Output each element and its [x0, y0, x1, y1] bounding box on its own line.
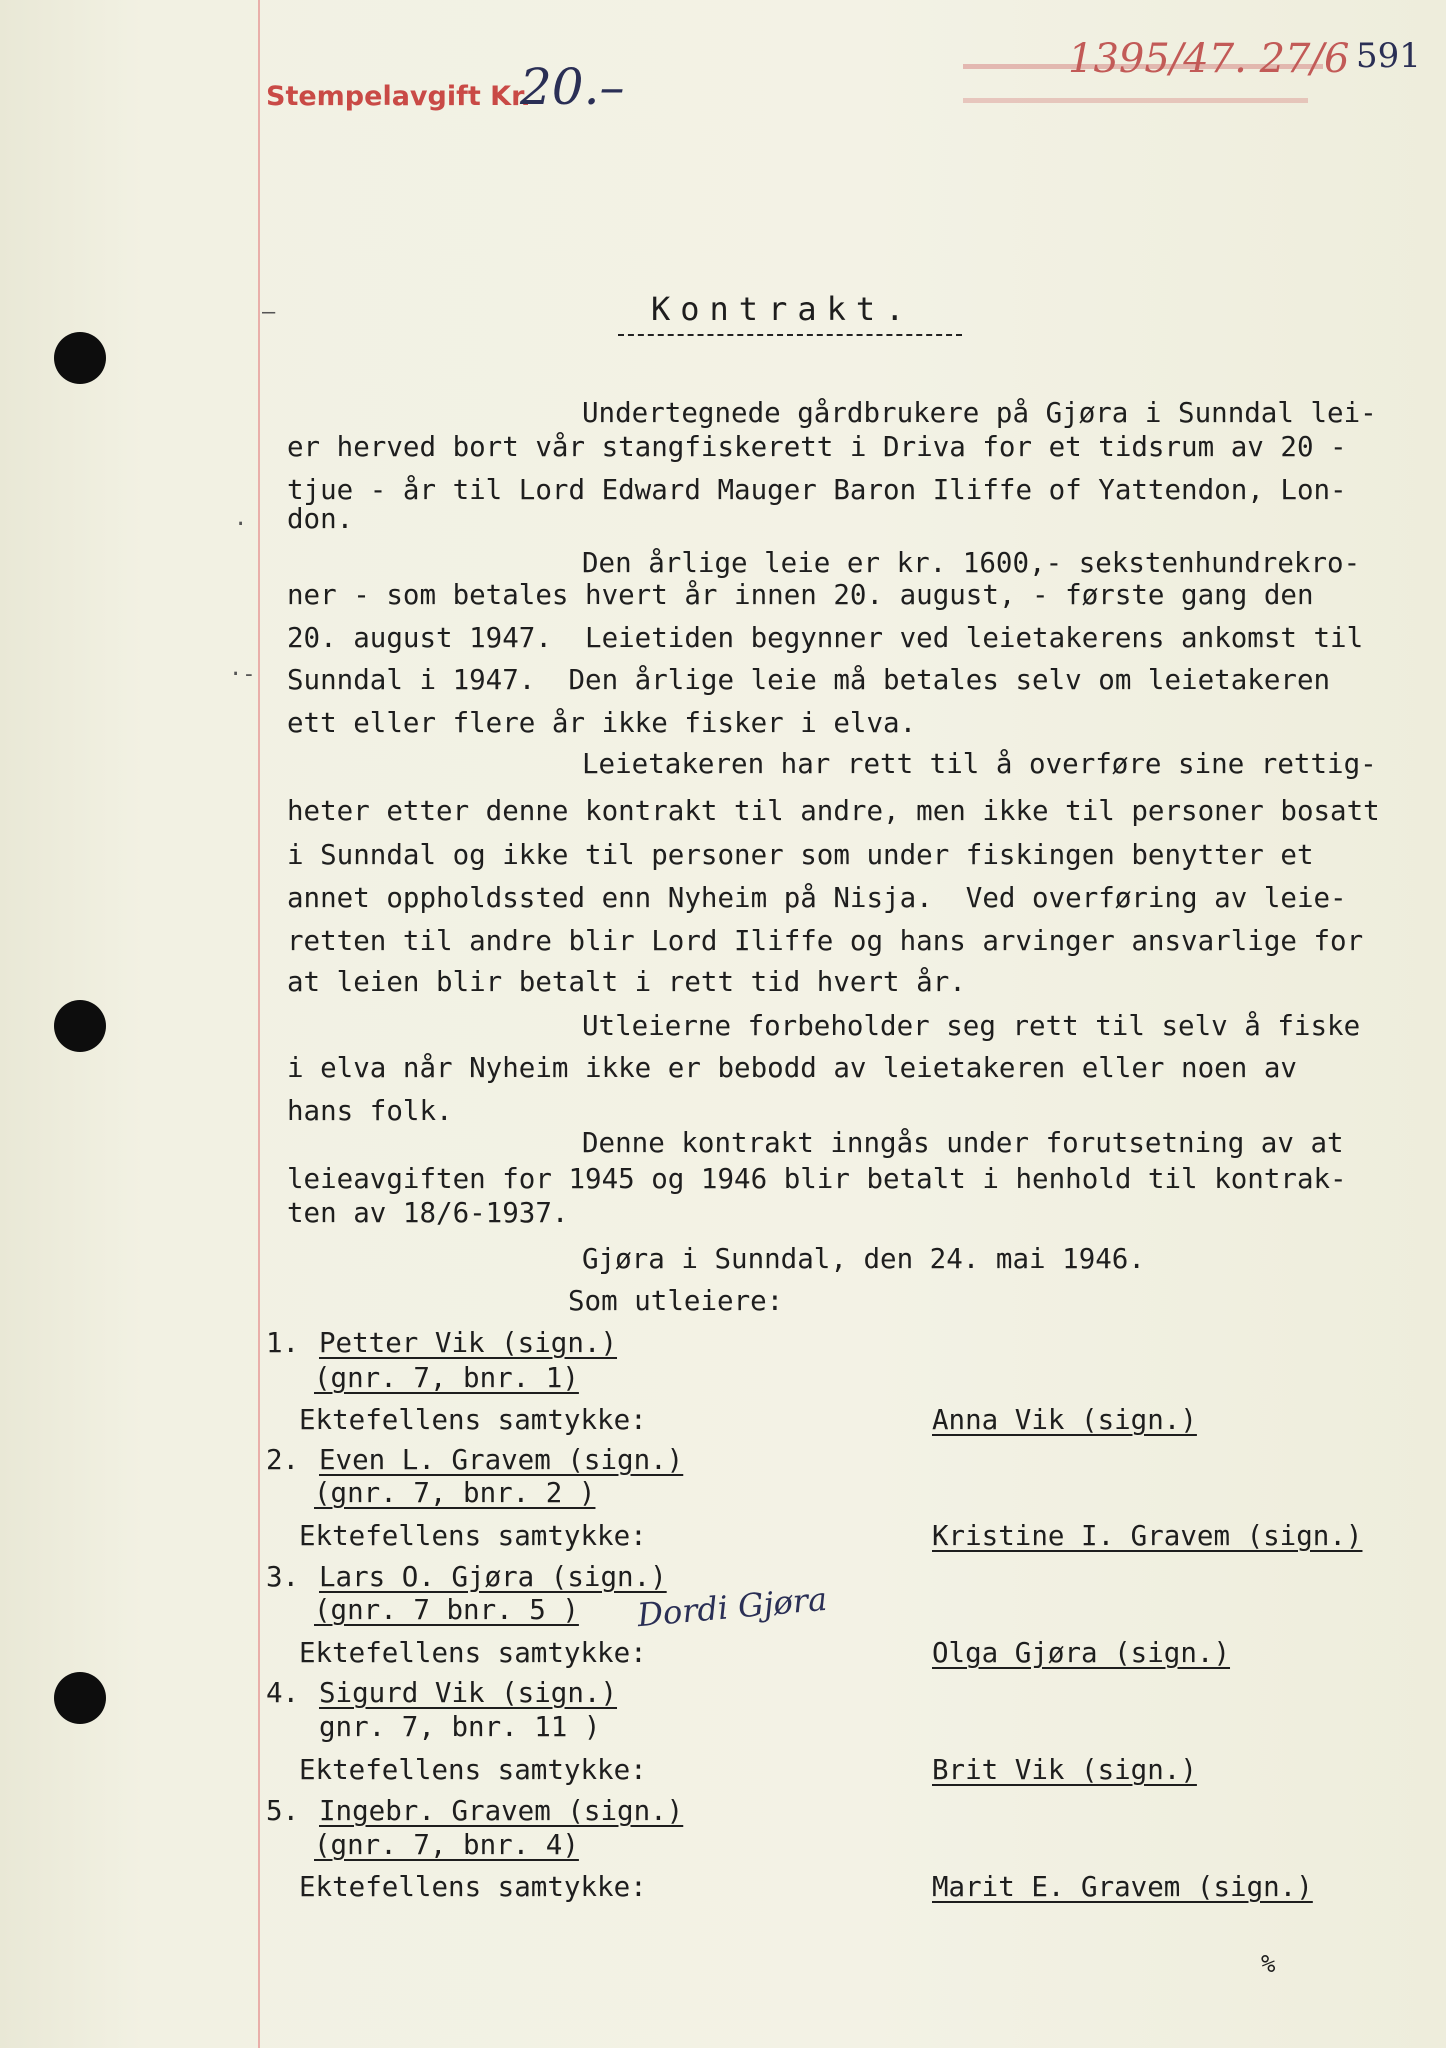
punch-hole — [54, 332, 106, 384]
body-line: Den årlige leie er kr. 1600,- sekstenhundrekro- — [582, 547, 1361, 579]
body-line: tjue - år til Lord Edward Mauger Baron Iliffe of Yattendon, Lon- — [287, 474, 1347, 506]
signatory-name: Ingebr. Gravem (sign.) — [319, 1795, 684, 1827]
body-line: er herved bort vår stangfiskerett i Driva for et tidsrum av 20 - — [287, 431, 1347, 463]
signatory-property-ref: (gnr. 7, bnr. 4) — [314, 1829, 579, 1861]
margin-mark: ·- — [229, 662, 256, 687]
body-line: don. — [287, 503, 354, 535]
body-line: at leien blir betalt i rett tid hvert år. — [287, 966, 966, 998]
signatory-number: 1. — [266, 1327, 300, 1359]
end-mark: % — [1261, 1950, 1276, 1978]
spouse-signature: Olga Gjøra (sign.) — [932, 1637, 1231, 1669]
body-line: leieavgiften for 1945 og 1946 blir betalt i henhold til kontrak- — [287, 1163, 1347, 1195]
margin-line — [258, 0, 260, 2048]
document-title: Kontrakt. — [651, 290, 915, 328]
signatory-number: 5. — [266, 1795, 300, 1827]
punch-hole — [54, 1672, 106, 1724]
body-line: ett eller flere år ikke fisker i elva. — [287, 707, 917, 739]
page-number: 591 — [1356, 36, 1421, 76]
body-line: i elva når Nyheim ikke er bebodd av leietakeren eller noen av — [287, 1052, 1297, 1084]
body-line: heter etter denne kontrakt til andre, men ikke til personer bosatt — [287, 795, 1380, 827]
signatory-name: Even L. Gravem (sign.) — [319, 1444, 684, 1476]
journal-stamp-line — [963, 98, 1308, 103]
stamp-fee-amount: 20.– — [520, 58, 625, 116]
as-lessors-label: Som utleiere: — [568, 1285, 784, 1317]
signatory-property-ref: gnr. 7, bnr. 11 ) — [319, 1711, 601, 1743]
margin-mark: – — [262, 300, 276, 325]
spouse-signature: Kristine I. Gravem (sign.) — [932, 1520, 1363, 1552]
title-underline — [618, 334, 962, 336]
signatory-number: 4. — [266, 1677, 300, 1709]
spouse-signature: Brit Vik (sign.) — [932, 1754, 1197, 1786]
body-line: Undertegnede gårdbrukere på Gjøra i Sunndal lei- — [582, 397, 1377, 429]
handwritten-note: Dordi Gjøra — [635, 1579, 829, 1635]
body-line: Denne kontrakt inngås under forutsetning av at — [582, 1127, 1344, 1159]
journal-ref: 1395/47. 27/6 — [1068, 36, 1350, 82]
consent-label: Ektefellens samtykke: — [299, 1637, 647, 1669]
signatory-number: 2. — [266, 1444, 300, 1476]
body-line: Sunndal i 1947. Den årlige leie må betales selv om leietakeren — [287, 664, 1331, 696]
spouse-signature: Marit E. Gravem (sign.) — [932, 1871, 1313, 1903]
body-line: annet oppholdssted enn Nyheim på Nisja. Ved overføring av leie- — [287, 882, 1347, 914]
signatory-name: Sigurd Vik (sign.) — [319, 1677, 618, 1709]
place-date: Gjøra i Sunndal, den 24. mai 1946. — [582, 1243, 1145, 1275]
signatory-property-ref: (gnr. 7, bnr. 1) — [314, 1362, 579, 1394]
body-line: Leietakeren har rett til å overføre sine rettig- — [582, 748, 1377, 780]
consent-label: Ektefellens samtykke: — [299, 1520, 647, 1552]
signatory-name: Petter Vik (sign.) — [319, 1327, 618, 1359]
body-line: ten av 18/6-1937. — [287, 1197, 569, 1229]
body-line: hans folk. — [287, 1095, 453, 1127]
body-line: ner - som betales hvert år innen 20. august, - første gang den — [287, 579, 1314, 611]
punch-hole — [54, 1000, 106, 1052]
consent-label: Ektefellens samtykke: — [299, 1871, 647, 1903]
body-line: i Sunndal og ikke til personer som under fiskingen benytter et — [287, 839, 1314, 871]
body-line: 20. august 1947. Leietiden begynner ved leietakerens ankomst til — [287, 622, 1364, 654]
body-line: Utleierne forbeholder seg rett til selv å fiske — [582, 1010, 1361, 1042]
body-line: retten til andre blir Lord Iliffe og hans arvinger ansvarlige for — [287, 925, 1364, 957]
signatory-name: Lars O. Gjøra (sign.) — [319, 1561, 667, 1593]
stamp-fee-label: Stempelavgift Kr. — [266, 81, 531, 112]
signatory-property-ref: (gnr. 7, bnr. 2 ) — [314, 1477, 596, 1509]
consent-label: Ektefellens samtykke: — [299, 1404, 647, 1436]
signatory-number: 3. — [266, 1561, 300, 1593]
spouse-signature: Anna Vik (sign.) — [932, 1404, 1197, 1436]
signatory-property-ref: (gnr. 7 bnr. 5 ) — [314, 1594, 579, 1626]
margin-mark: . — [234, 506, 248, 531]
consent-label: Ektefellens samtykke: — [299, 1754, 647, 1786]
